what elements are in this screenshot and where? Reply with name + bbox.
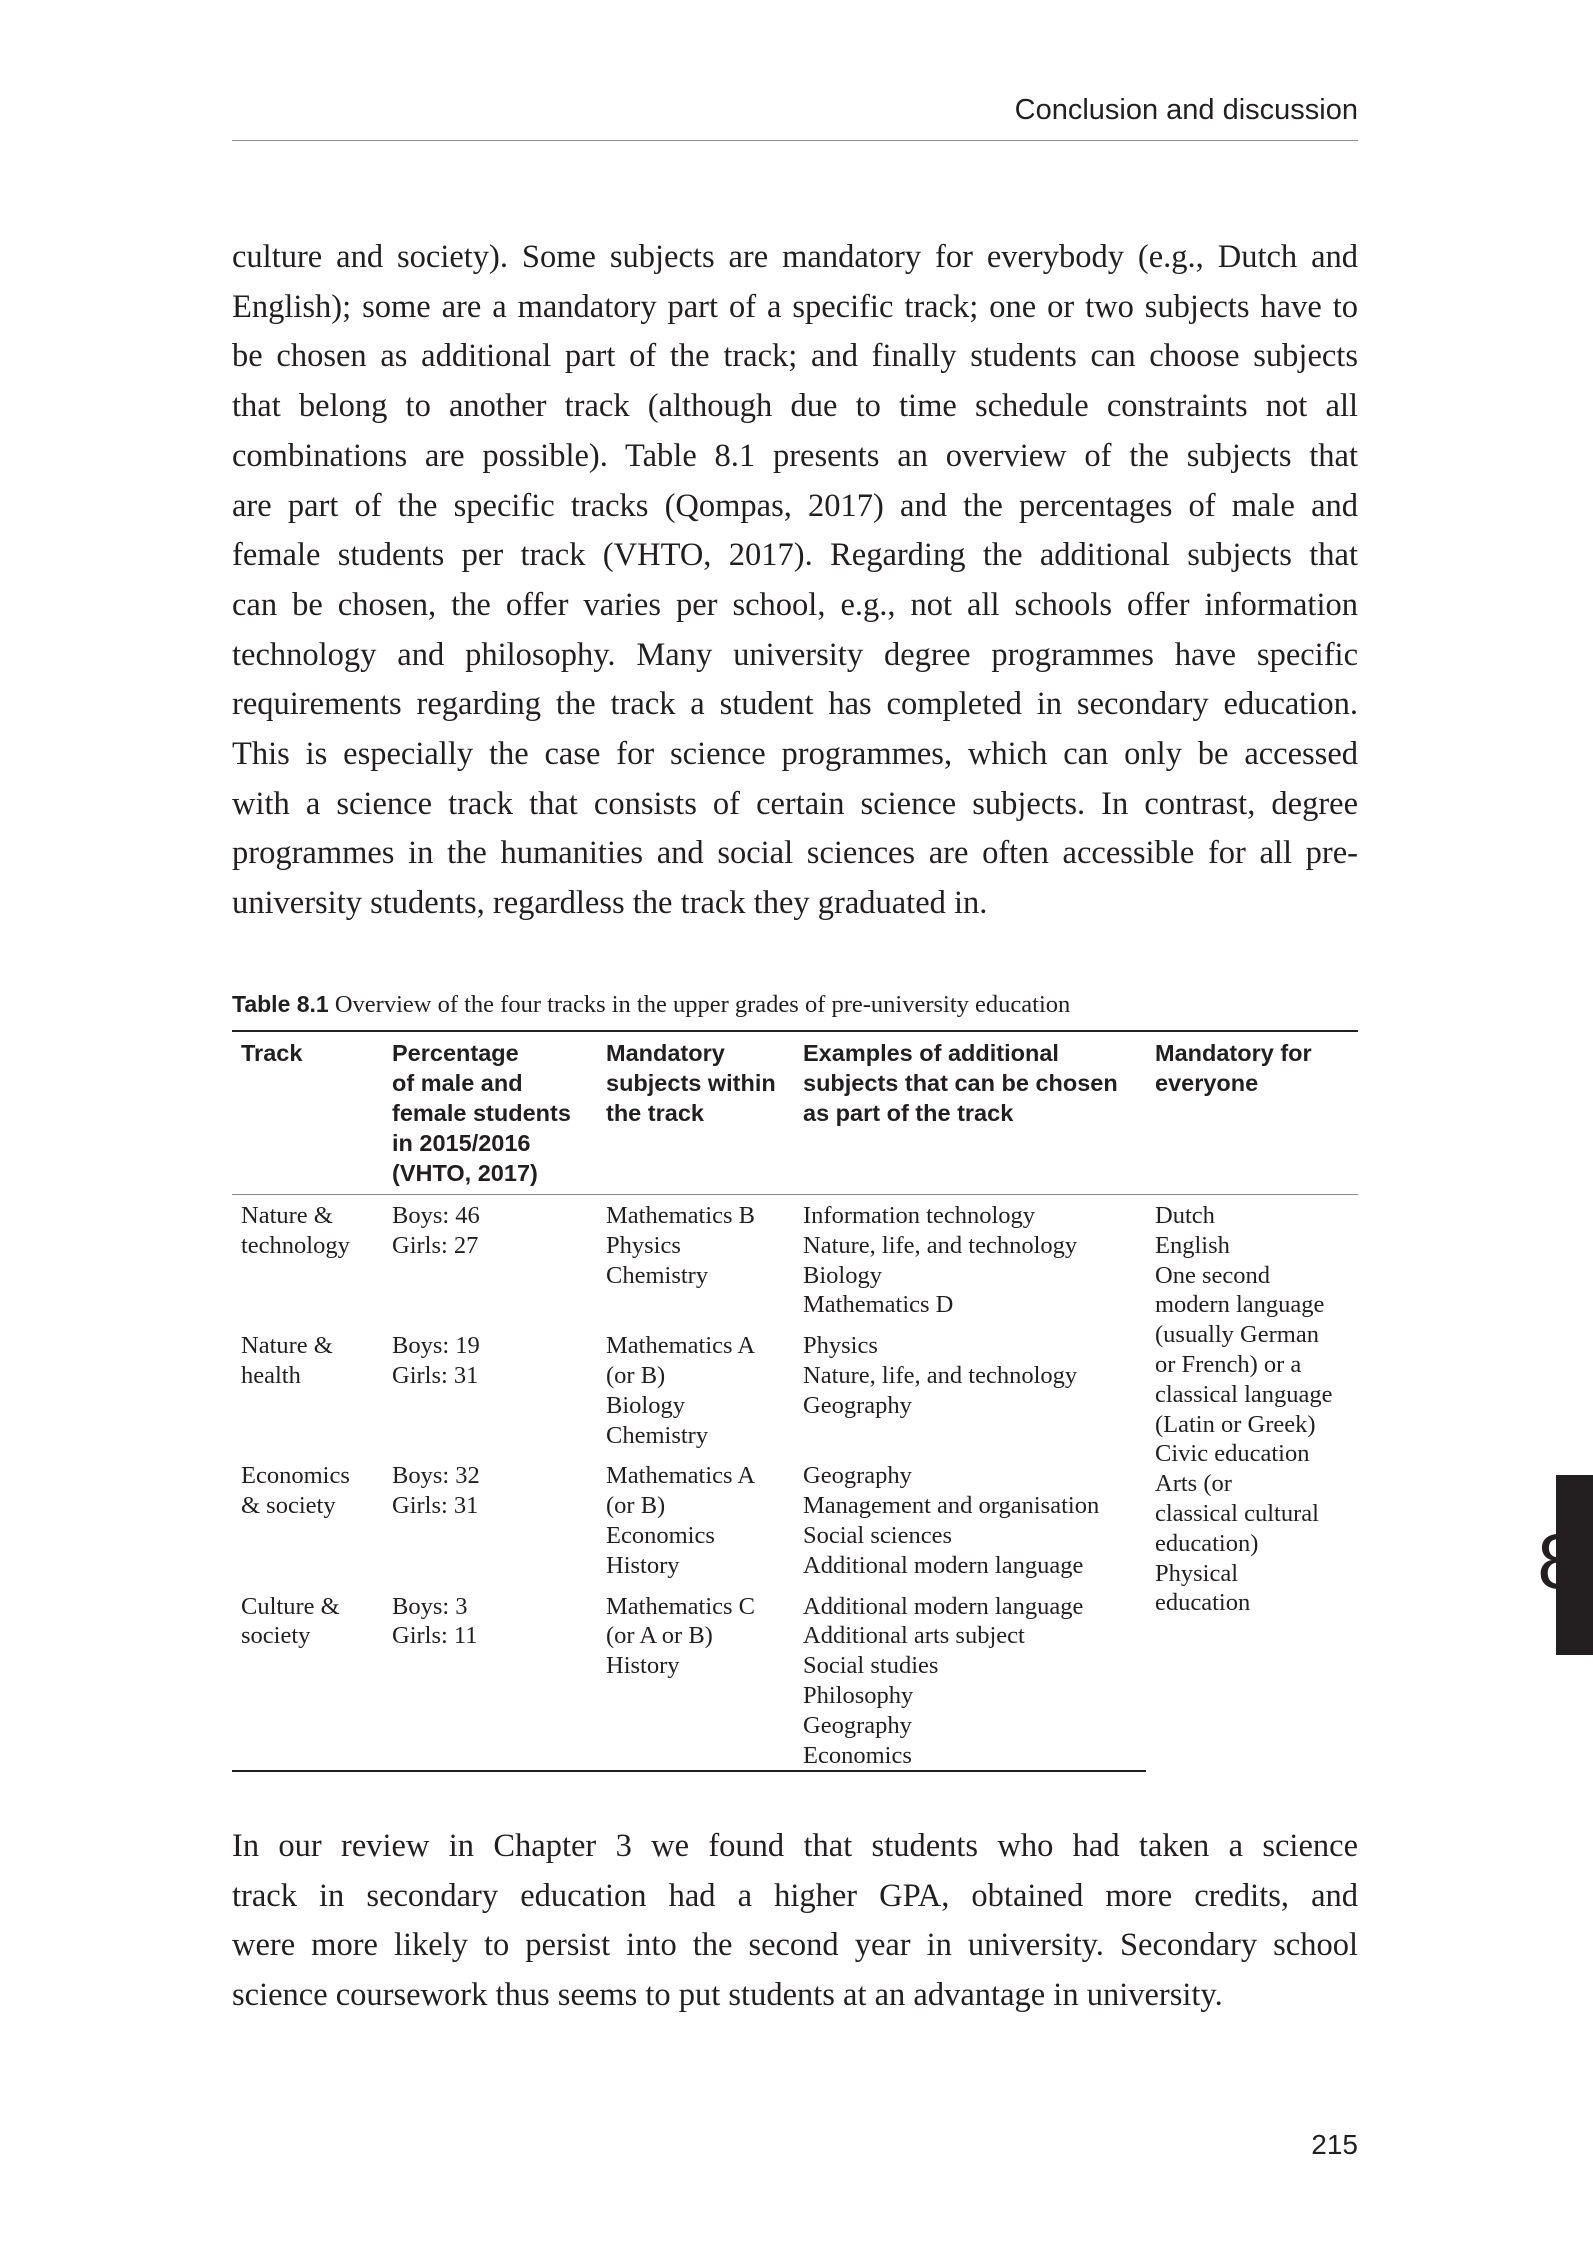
body-paragraph-2 xyxy=(232,1822,1358,2021)
paragraph-line: were more likely to persist into the second year in university. Secondary school xyxy=(232,1927,1358,1964)
cell-line: Nature, life, and technology xyxy=(803,1361,1078,1389)
table-caption xyxy=(232,988,1358,1021)
cell-line: Economics xyxy=(241,1462,350,1490)
cell-line: Chemistry xyxy=(606,1421,709,1449)
header-line: (VHTO, 2017) xyxy=(392,1160,538,1186)
cell-line: (or B) xyxy=(606,1361,666,1389)
paragraph-line: requirements regarding the track a student has completed in secondary education. xyxy=(232,686,1358,723)
cell-track xyxy=(232,1589,383,1772)
cell-track xyxy=(232,1328,383,1458)
header-line: of male and xyxy=(392,1070,523,1096)
cell-line: Girls: 31 xyxy=(392,1492,479,1520)
paragraph-line: programmes in the humanities and social sciences are often accessible for all pre- xyxy=(232,835,1358,872)
cell-line: Biology xyxy=(803,1261,882,1289)
cell-line: Social sciences xyxy=(803,1521,952,1549)
cell-line: (Latin or Greek) xyxy=(1155,1410,1316,1438)
header-line: everyone xyxy=(1155,1070,1259,1096)
cell-line: Boys: 3 xyxy=(392,1592,468,1620)
cell-line: Physics xyxy=(606,1231,681,1259)
paragraph-line: science coursework thus seems to put students at an advantage in university. xyxy=(232,1977,1223,2014)
cell-line: Mathematics C xyxy=(606,1592,756,1620)
header-additional-subjects xyxy=(794,1031,1146,1195)
cell-line: History xyxy=(606,1551,680,1579)
header-line: Track xyxy=(241,1040,303,1066)
header-track xyxy=(232,1031,383,1195)
cell-line: Information technology xyxy=(803,1202,1036,1229)
paragraph-line: technology and philosophy. Many university degree programmes have specific xyxy=(232,636,1358,673)
cell-line: Additional arts subject xyxy=(803,1622,1025,1650)
cell-percentage xyxy=(383,1195,597,1329)
header-line: in 2015/2016 xyxy=(392,1130,531,1156)
paragraph-line: culture and society). Some subjects are mandatory for everybody (e.g., Dutch and xyxy=(232,239,1358,275)
cell-mandatory xyxy=(597,1328,794,1458)
header-line: Examples of additional xyxy=(803,1040,1059,1066)
cell-line: Mathematics A xyxy=(606,1332,756,1360)
cell-line: Economics xyxy=(606,1521,715,1549)
cell-line: & society xyxy=(241,1492,336,1520)
cell-line: classical cultural xyxy=(1155,1499,1319,1527)
cell-line: technology xyxy=(241,1231,350,1259)
cell-additional xyxy=(794,1328,1146,1458)
header-line: subjects that can be chosen xyxy=(803,1070,1118,1096)
cell-line: Boys: 32 xyxy=(392,1462,480,1490)
cell-line: education) xyxy=(1155,1529,1259,1557)
cell-line: Girls: 11 xyxy=(392,1622,478,1650)
paragraph-line: This is especially the case for science programmes, which can only be accessed xyxy=(232,736,1358,773)
header-line: Mandatory xyxy=(606,1040,725,1066)
cell-line: History xyxy=(606,1652,680,1680)
cell-line: Physics xyxy=(803,1332,878,1360)
cell-line: Mathematics B xyxy=(606,1202,756,1229)
table-caption-label: Table 8.1 xyxy=(232,991,329,1017)
paragraph-line: combinations are possible). Table 8.1 presents an overview of the subjects that xyxy=(232,437,1358,474)
cell-line: Civic education xyxy=(1155,1440,1310,1468)
cell-line: Girls: 31 xyxy=(392,1361,479,1389)
cell-line: modern language xyxy=(1155,1291,1325,1319)
cell-line: Economics xyxy=(803,1741,912,1769)
cell-line: English xyxy=(1155,1231,1230,1259)
header-percentage xyxy=(383,1031,597,1195)
body-paragraph-1 xyxy=(232,233,1358,929)
paragraph-line: In our review in Chapter 3 we found that students who had taken a science xyxy=(232,1828,1358,1864)
header-line: Percentage xyxy=(392,1040,519,1066)
paragraph-line: be chosen as additional part of the track; and finally students can choose subjects xyxy=(232,338,1358,375)
cell-line: Nature, life, and technology xyxy=(803,1231,1078,1259)
header-mandatory-everyone xyxy=(1146,1031,1358,1195)
cell-mandatory xyxy=(597,1195,794,1329)
cell-line: Biology xyxy=(606,1391,685,1419)
cell-line: Mathematics A xyxy=(606,1462,756,1490)
cell-line: Nature & xyxy=(241,1202,333,1229)
cell-line: (usually German xyxy=(1155,1321,1319,1349)
paragraph-line: are part of the specific tracks (Qompas, 2017) and the percentages of male and xyxy=(232,487,1358,524)
cell-additional xyxy=(794,1589,1146,1772)
cell-line: (or A or B) xyxy=(606,1622,713,1650)
cell-percentage xyxy=(383,1458,597,1588)
cell-percentage xyxy=(383,1328,597,1458)
chapter-number: 8 xyxy=(1537,1517,1581,1605)
cell-additional xyxy=(794,1458,1146,1588)
cell-line: Girls: 27 xyxy=(392,1231,479,1259)
paragraph-line: English); some are a mandatory part of a specific track; one or two subjects have to xyxy=(232,288,1358,325)
header-line: Mandatory for xyxy=(1155,1040,1312,1066)
cell-line: Culture & xyxy=(241,1592,340,1620)
cell-line: Chemistry xyxy=(606,1261,709,1289)
cell-mandatory xyxy=(597,1458,794,1588)
header-line: female students xyxy=(392,1100,571,1126)
cell-line: Additional modern language xyxy=(803,1592,1084,1620)
cell-line: Physical xyxy=(1155,1559,1239,1587)
cell-line: Geography xyxy=(803,1711,912,1739)
cell-line: Management and organisation xyxy=(803,1492,1100,1520)
cell-line: Social studies xyxy=(803,1652,939,1680)
cell-line: One second xyxy=(1155,1261,1270,1289)
paragraph-line: female students per track (VHTO, 2017). Regarding the additional subjects that xyxy=(232,537,1358,574)
cell-track xyxy=(232,1458,383,1588)
header-line: as part of the track xyxy=(803,1100,1014,1126)
cell-line: Geography xyxy=(803,1391,912,1419)
table-caption-text: Overview of the four tracks in the upper grades of pre-university education xyxy=(328,991,1071,1018)
cell-line: society xyxy=(241,1622,311,1650)
cell-line: Mathematics D xyxy=(803,1291,954,1319)
cell-line: Nature & xyxy=(241,1332,333,1360)
cell-line: Boys: 46 xyxy=(392,1202,480,1229)
table-wrapper xyxy=(232,1030,1358,1772)
cell-line: (or B) xyxy=(606,1492,666,1520)
cell-line: or French) or a xyxy=(1155,1350,1302,1378)
tracks-table xyxy=(232,1030,1358,1772)
running-header xyxy=(232,92,1358,141)
paragraph-line: track in secondary education had a higher GPA, obtained more credits, and xyxy=(232,1877,1358,1914)
header-line: subjects within xyxy=(606,1070,776,1096)
table-row xyxy=(232,1195,1358,1329)
paragraph-line: that belong to another track (although due to time schedule constraints not all xyxy=(232,388,1358,425)
paragraph-line: university students, regardless the track they graduated in. xyxy=(232,885,988,922)
cell-line: health xyxy=(241,1361,301,1389)
table-header-row xyxy=(232,1031,1358,1195)
cell-line: Additional modern language xyxy=(803,1551,1084,1579)
cell-line: Geography xyxy=(803,1462,912,1490)
paragraph-line: can be chosen, the offer varies per school, e.g., not all schools offer information xyxy=(232,586,1358,623)
cell-line: Dutch xyxy=(1155,1202,1215,1229)
cell-mandatory-for-everyone xyxy=(1146,1195,1358,1772)
chapter-thumb-tab xyxy=(1537,1475,1593,1655)
cell-line: Boys: 19 xyxy=(392,1332,480,1360)
cell-percentage xyxy=(383,1589,597,1772)
cell-additional xyxy=(794,1195,1146,1329)
header-line: the track xyxy=(606,1100,704,1126)
cell-line: education xyxy=(1155,1589,1251,1617)
header-mandatory-subjects xyxy=(597,1031,794,1195)
page-number: 215 xyxy=(1311,2129,1358,2160)
cell-line: Arts (or xyxy=(1155,1470,1232,1498)
paragraph-line: with a science track that consists of certain science subjects. In contrast, degree xyxy=(232,785,1358,822)
cell-line: Philosophy xyxy=(803,1681,914,1709)
running-title: Conclusion and discussion xyxy=(1014,94,1358,126)
cell-track xyxy=(232,1195,383,1329)
cell-line: classical language xyxy=(1155,1380,1333,1408)
cell-mandatory xyxy=(597,1589,794,1772)
